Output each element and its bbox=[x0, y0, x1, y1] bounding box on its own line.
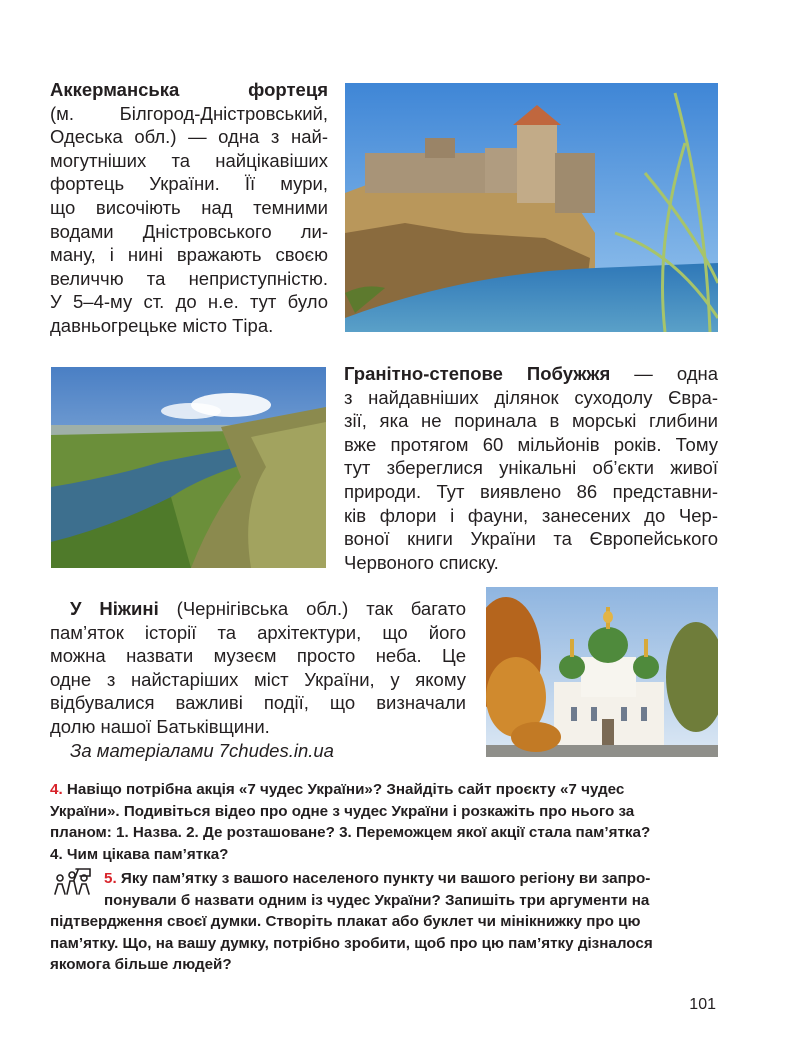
akkerman-line-2: Одеська обл.) — одна з най- bbox=[50, 126, 328, 148]
akkerman-line-4: фортець України. Її мури, bbox=[50, 173, 328, 195]
pobuzhzhia-line-4: тут збереглися унікальні об’єкти живої bbox=[344, 457, 718, 479]
pobuzhzhia-line-7: воної книги України та Європейського bbox=[344, 528, 718, 550]
nizhyn-line-1: пам’яток історії та архітектури, що його bbox=[50, 621, 466, 643]
pobuzhzhia-line-1: з найдавніших ділянок суходолу Євра- bbox=[344, 386, 718, 408]
nizhyn-line-3: одне з найстаріших міст України, у якому bbox=[50, 668, 466, 690]
question-4-line-2: України». Подивіться відео про одне з чудес України і розкажіть про нього за bbox=[50, 802, 635, 820]
nizhyn-line-5: долю нашої Батьківщини. bbox=[50, 715, 270, 737]
page-number: 101 bbox=[689, 996, 716, 1013]
akkerman-line-7: ману, і нині вражають своєю bbox=[50, 244, 328, 266]
pobuzhzhia-first-rest: — одна bbox=[634, 363, 719, 384]
pobuzhzhia-line-5: природи. Тут виявлено 86 представни- bbox=[344, 480, 718, 502]
source-note: За матеріалами 7chudes.in.ua bbox=[70, 739, 334, 761]
pobuzhzhia-line-2: зії, яка не поринала в морські глибини bbox=[344, 410, 718, 432]
question-4-number: 4. bbox=[50, 781, 63, 798]
nizhyn-line-4: відбувалися важливі події, що визначали bbox=[50, 692, 466, 714]
akkerman-line-1: (м. Білгород-Дністровський, bbox=[50, 102, 328, 124]
question-4-line-1: Навіщо потрібна акція «7 чудес України»? Знайдіть сайт проєкту «7 чудес bbox=[66, 781, 625, 798]
akkerman-line-3: могутніших та найцікавіших bbox=[50, 149, 328, 171]
nizhyn-cathedral-photo bbox=[486, 587, 718, 757]
nizhyn-text bbox=[50, 597, 466, 762]
question-5-line-3: підтвердження своєї думки. Створіть плакат або буклет чи мінікнижку про цю bbox=[50, 913, 641, 930]
question-4-line-3: планом: 1. Назва. 2. Де розташоване? 3. Переможцем якої акції стала пам’ятка? bbox=[50, 824, 651, 841]
pobuzhzhia-title: Гранітно-степове Побужжя bbox=[344, 363, 611, 384]
nizhyn-first-rest: (Чернігівська обл.) так багато bbox=[176, 598, 466, 619]
akkerman-text bbox=[50, 78, 328, 338]
akkerman-line-5: що височіють над темними bbox=[50, 196, 328, 218]
question-5-number: 5. bbox=[104, 870, 117, 887]
akkerman-line-9: У 5–4-му ст. до н.е. тут було bbox=[50, 291, 328, 313]
question-5-line-4: пам’ятку. Що, на вашу думку, потрібно зробити, щоб про цю пам’ятку дізналося bbox=[50, 934, 653, 952]
akkerman-fortress-photo bbox=[345, 83, 718, 332]
akkerman-line-8: величчю та неприступністю. bbox=[50, 267, 328, 289]
pobuzhzhia-line-6: ків флори і фауни, занесених до Чер- bbox=[344, 504, 718, 526]
question-4 bbox=[50, 779, 650, 865]
question-5-line-5: якомога більше людей? bbox=[50, 956, 232, 973]
pobuzhzhia-text bbox=[344, 362, 718, 574]
akkerman-title: Аккерманська фортеця bbox=[50, 79, 328, 100]
nizhyn-title: У Ніжині bbox=[70, 598, 159, 619]
question-4-line-4: 4. Чим цікава пам’ятка? bbox=[50, 845, 229, 863]
pobuzhzhia-river-photo bbox=[51, 367, 326, 568]
pobuzhzhia-line-3: вже протягом 60 мільйонів років. Тому bbox=[344, 433, 718, 455]
pobuzhzhia-line-8: Червоного списку. bbox=[344, 551, 499, 573]
akkerman-line-6: водами Дністровського ли- bbox=[50, 220, 328, 242]
question-5 bbox=[50, 868, 653, 976]
akkerman-line-10: давньогрецьке місто Тіра. bbox=[50, 314, 274, 336]
question-5-line-1: Яку пам’ятку з вашого населеного пункту чи вашого регіону ви запро- bbox=[120, 870, 651, 887]
nizhyn-line-2: можна назвати музеєм просто неба. Це bbox=[50, 645, 466, 667]
question-5-line-2: понували б назвати одним із чудес України? Запишіть три аргументи на bbox=[104, 891, 650, 909]
